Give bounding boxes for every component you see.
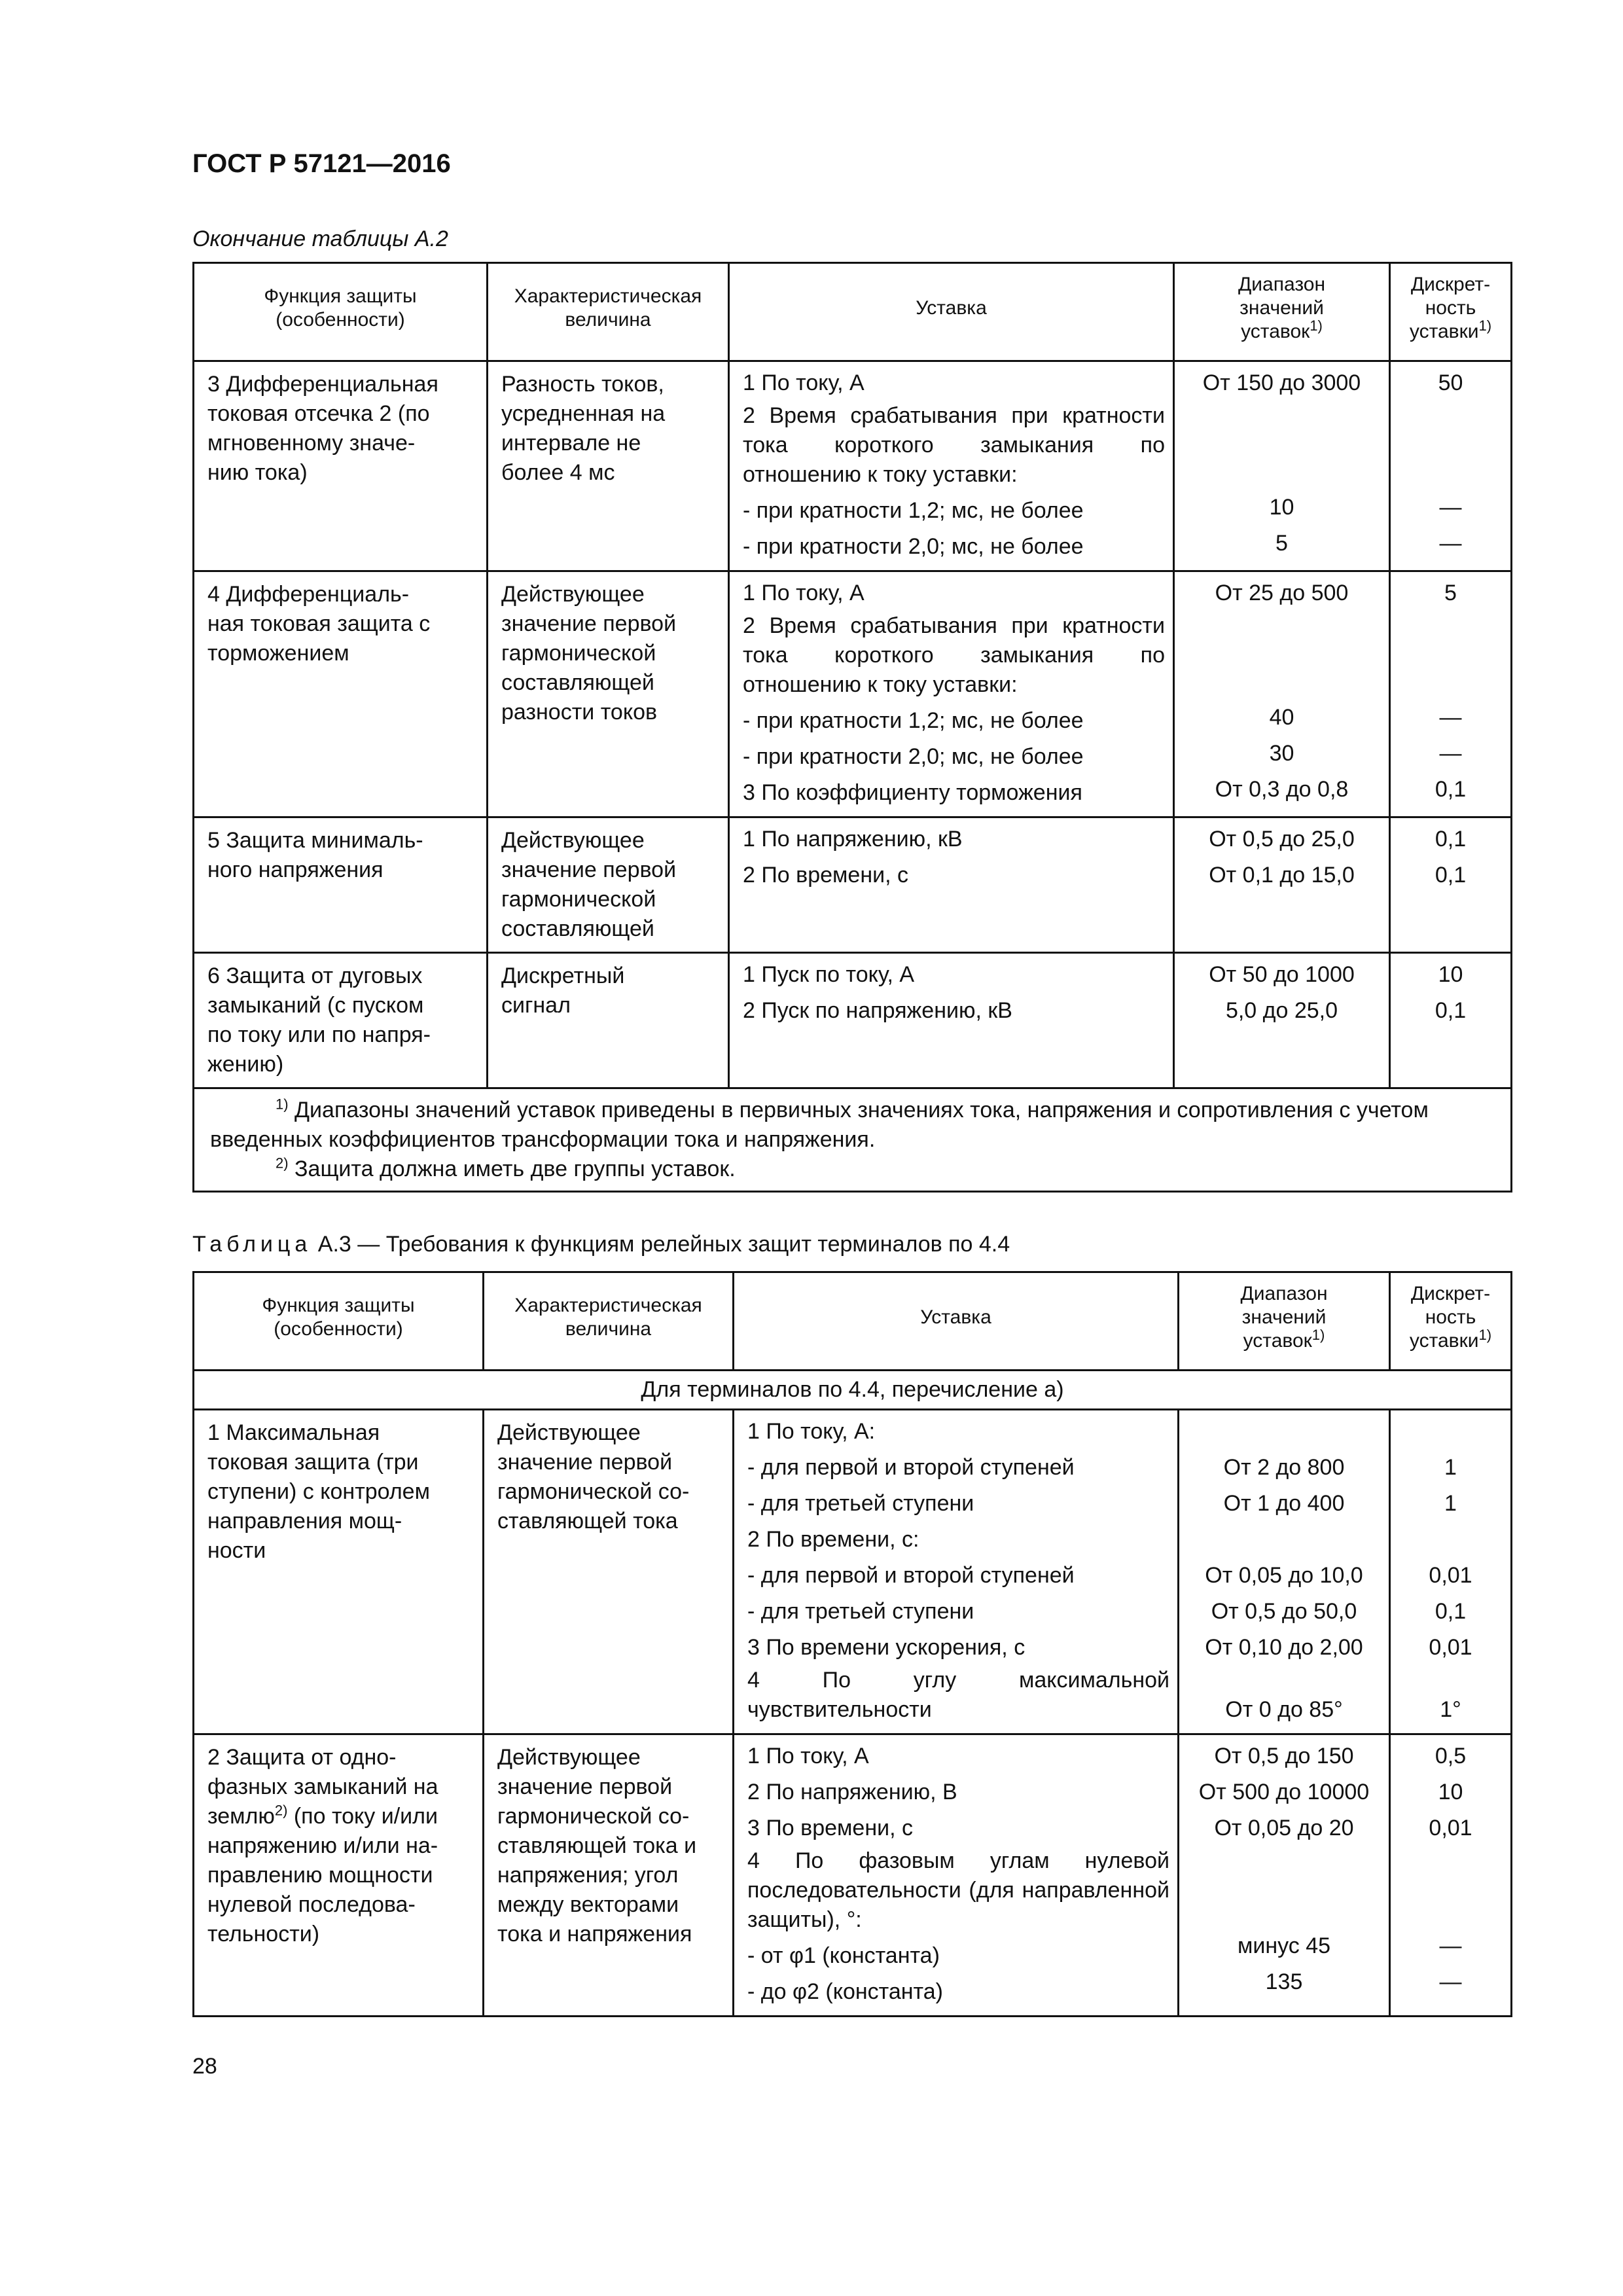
- quantity-cell: Разность токов, усредненная на интервале не более 4 мс: [488, 361, 729, 571]
- range-cell: От 150 до 3000 10 5: [1174, 361, 1390, 571]
- footnotes-row: [194, 1088, 1512, 1191]
- table-header-row: [194, 1272, 1512, 1363]
- range-cell: От 2 до 800 От 1 до 400 От 0,05 до 10,0 От 0,5 до 50,0 От 0,10 до 2,00 От 0 до 85°: [1179, 1409, 1390, 1734]
- col-header-range: Диапазон значений уставок$^{1)}$: [1179, 1272, 1390, 1363]
- function-cell: 4 Дифференциаль- ная токовая защита с торможением: [194, 571, 488, 817]
- step-cell: 0,1 0,1: [1390, 817, 1512, 952]
- col-header-setting: Уставка: [729, 263, 1174, 353]
- page-number: 28: [192, 2054, 217, 2079]
- quantity-cell: Действующее значение первой гармонической со- ставляющей тока: [484, 1409, 734, 1734]
- table-row: [194, 952, 1512, 1088]
- section-row: [194, 1370, 1512, 1409]
- col-header-function: Функция защиты (особенности): [194, 1272, 484, 1363]
- step-cell: 50 — —: [1390, 361, 1512, 571]
- col-header-quantity: Характеристическая величина: [484, 1272, 734, 1363]
- quantity-cell: Дискретный сигнал: [488, 952, 729, 1088]
- setting-cell: 1 По току, А: - для первой и второй ступеней - для третьей ступени 2 По времени, с: - для первой и второй ступеней - для третьей ступени 3 По времени ускорения, с 4 По углу максимальной чувствительности: [734, 1409, 1179, 1734]
- function-cell: 5 Защита минималь- ного напряжения: [194, 817, 488, 952]
- quantity-cell: Действующее значение первой гармонической со- ставляющей тока и напряжения; угол между векторами тока и напряжения: [484, 1734, 734, 2016]
- quantity-cell: Действующее значение первой гармонической составляющей разности токов: [488, 571, 729, 817]
- table-a3-caption: Таблица А.3 — Требования к функциям релейных защит терминалов по 4.4: [192, 1232, 1010, 1257]
- range-cell: От 25 до 500 40 30 От 0,3 до 0,8: [1174, 571, 1390, 817]
- setting-cell: 1 Пуск по току, А 2 Пуск по напряжению, кВ: [729, 952, 1174, 1088]
- step-cell: 5 — — 0,1: [1390, 571, 1512, 817]
- col-header-discrete: Дискрет- ность уставки$^{1)}$: [1390, 1272, 1512, 1363]
- setting-cell: 1 По току, А 2 Время срабатывания при кратности тока короткого замыкания по отношению к току уставки: - при кратности 1,2; мс, не более - при кратности 2,0; мс, не более 3 По коэффициенту торможения: [729, 571, 1174, 817]
- table-a3: [192, 1271, 1512, 2017]
- range-cell: От 50 до 1000 5,0 до 25,0: [1174, 952, 1390, 1088]
- document-code: ГОСТ Р 57121—2016: [192, 149, 451, 178]
- range-cell: От 0,5 до 25,0 От 0,1 до 15,0: [1174, 817, 1390, 952]
- step-cell: 1 1 0,01 0,1 0,01 1°: [1390, 1409, 1512, 1734]
- function-cell: 2 Защита от одно- фазных замыканий на землю$^{2)}$ (по току и/или напряжению и/или на- правлению мощности нулевой последова- тельности): [194, 1734, 484, 2016]
- function-cell: 1 Максимальная токовая защита (три ступени) с контролем направления мощ- ности: [194, 1409, 484, 1734]
- setting-cell: 1 По току, А 2 Время срабатывания при кратности тока короткого замыкания по отношению к току уставки: - при кратности 1,2; мс, не более - при кратности 2,0; мс, не более: [729, 361, 1174, 571]
- col-header-quantity: Характеристическая величина: [488, 263, 729, 353]
- step-cell: 0,5 10 0,01 — —: [1390, 1734, 1512, 2016]
- table-row: [194, 1409, 1512, 1734]
- table-header-row: [194, 263, 1512, 353]
- col-header-function: Функция защиты (особенности): [194, 263, 488, 353]
- table-row: [194, 1734, 1512, 2016]
- col-header-setting: Уставка: [734, 1272, 1179, 1363]
- footnote-2: $^{2)}$ Защита должна иметь две группы уставок.: [276, 1155, 736, 1181]
- setting-cell: 1 По напряжению, кВ 2 По времени, с: [729, 817, 1174, 952]
- col-header-discrete: Дискрет- ность уставки$^{1)}$: [1390, 263, 1512, 353]
- function-cell: 3 Дифференциальная токовая отсечка 2 (по мгновенному значе- нию тока): [194, 361, 488, 571]
- function-cell: 6 Защита от дуговых замыканий (с пуском по току или по напря- жению): [194, 952, 488, 1088]
- range-cell: От 0,5 до 150 От 500 до 10000 От 0,05 до 20 минус 45 135: [1179, 1734, 1390, 2016]
- quantity-cell: Действующее значение первой гармонической составляющей: [488, 817, 729, 952]
- section-title: Для терминалов по 4.4, перечисление а): [194, 1370, 1512, 1409]
- table-row: [194, 817, 1512, 952]
- step-cell: 10 0,1: [1390, 952, 1512, 1088]
- table-a2: [192, 262, 1512, 1193]
- table-row: [194, 361, 1512, 571]
- footnotes-cell: [194, 1088, 1512, 1191]
- table-row: [194, 571, 1512, 817]
- table-a2-caption: Окончание таблицы А.2: [192, 226, 448, 251]
- footnote-1: $^{1)}$ Диапазоны значений уставок приведены в первичных значениях тока, напряжения и сопротивления с учетом введенных коэффициентов трансформации тока и напряжения.: [210, 1096, 1429, 1152]
- col-header-range: Диапазон значений уставок$^{1)}$: [1174, 263, 1390, 353]
- setting-cell: 1 По току, А 2 По напряжению, В 3 По времени, с 4 По фазовым углам нулевой последовательности (для направленной защиты), °: - от φ1 (константа) - до φ2 (константа): [734, 1734, 1179, 2016]
